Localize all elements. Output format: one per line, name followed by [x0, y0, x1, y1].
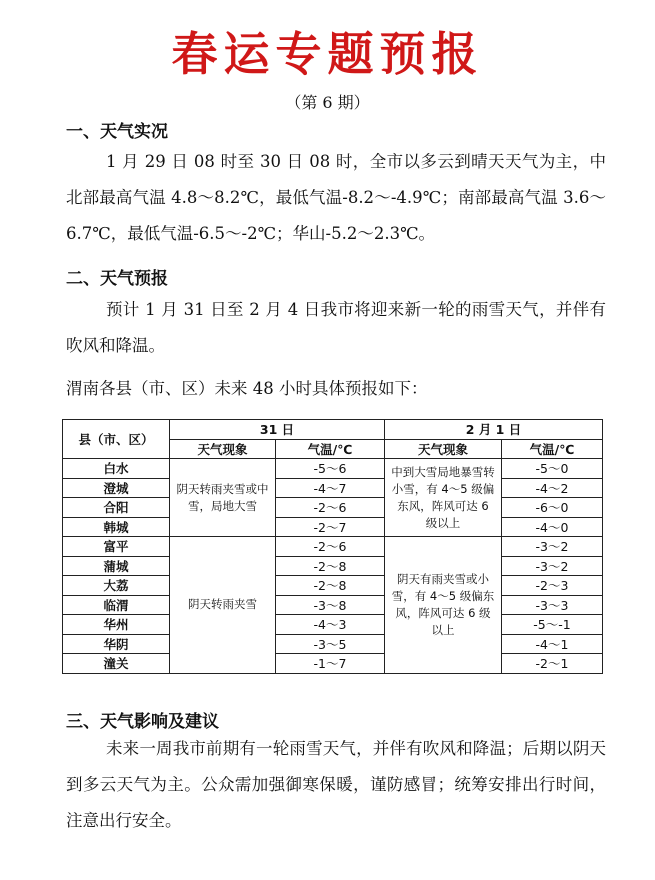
day1-temp-cell: -3～8 — [276, 595, 385, 615]
table-row — [63, 498, 603, 518]
day1-temp-cell: -2～6 — [276, 537, 385, 557]
day2-temp-cell: -5～0 — [502, 459, 603, 479]
day2-temp-cell: -6～0 — [502, 498, 603, 518]
day1-temp-cell: -4～7 — [276, 478, 385, 498]
day1-temp-cell: -2～7 — [276, 517, 385, 537]
county-cell: 大荔 — [63, 576, 170, 596]
day2-temp-cell: -3～3 — [502, 595, 603, 615]
day2-temp-cell: -3～2 — [502, 537, 603, 557]
table-row — [63, 576, 603, 596]
table-row — [63, 517, 603, 537]
day1-weather-cell: 阴天转雨夹雪或中雪，局地大雪 — [170, 459, 276, 537]
day2-temp-cell: -5～-1 — [502, 615, 603, 635]
day1-temp-cell: -5～6 — [276, 459, 385, 479]
day1-weather-header: 天气现象 — [170, 439, 276, 459]
day1-temp-cell: -2～6 — [276, 498, 385, 518]
day2-temp-cell: -4～0 — [502, 517, 603, 537]
day2-weather-cell: 中到大雪局地暴雪转小雪，有 4～5 级偏东风，阵风可达 6 级以上 — [385, 459, 502, 537]
county-cell: 临渭 — [63, 595, 170, 615]
day1-temp-cell: -1～7 — [276, 654, 385, 674]
day2-weather-header: 天气现象 — [385, 439, 502, 459]
table-row — [63, 634, 603, 654]
day1-weather-cell: 阴天转雨夹雪 — [170, 537, 276, 674]
county-cell: 合阳 — [63, 498, 170, 518]
section-heading-observation: 一、天气实况 — [66, 122, 168, 142]
county-cell: 潼关 — [63, 654, 170, 674]
county-cell: 富平 — [63, 537, 170, 557]
day1-temp-cell: -3～5 — [276, 634, 385, 654]
table-row — [63, 556, 603, 576]
county-cell: 白水 — [63, 459, 170, 479]
county-cell: 华阴 — [63, 634, 170, 654]
day1-temp-cell: -2～8 — [276, 556, 385, 576]
table-row — [63, 459, 603, 479]
day2-temp-cell: -2～3 — [502, 576, 603, 596]
day2-temp-cell: -2～1 — [502, 654, 603, 674]
county-cell: 澄城 — [63, 478, 170, 498]
table-row — [63, 654, 603, 674]
county-header: 县（市、区） — [63, 420, 170, 459]
day1-temp-header: 气温/℃ — [276, 439, 385, 459]
table-row — [63, 478, 603, 498]
table-row — [63, 615, 603, 635]
day2-weather-cell: 阴天有雨夹雪或小雪，有 4～5 级偏东风，阵风可达 6 级以上 — [385, 537, 502, 674]
table-row — [63, 595, 603, 615]
day1-temp-cell: -4～3 — [276, 615, 385, 635]
advice-text: 未来一周我市前期有一轮雨雪天气，并伴有吹风和降温；后期以阴天到多云天气为主。公众需加强御寒保暖，谨防感冒；统筹安排出行时间，注意出行安全。 — [66, 739, 606, 830]
day2-temp-cell: -3～2 — [502, 556, 603, 576]
county-cell: 韩城 — [63, 517, 170, 537]
day2-temp-header: 气温/℃ — [502, 439, 603, 459]
section-heading-forecast: 二、天气预报 — [66, 269, 168, 289]
table-row — [63, 537, 603, 557]
day1-header: 31 日 — [170, 420, 385, 440]
page-title: 春运专题预报 — [171, 27, 484, 81]
forecast-text: 预计 1 月 31 日至 2 月 4 日我市将迎来新一轮的雨雪天气，并伴有吹风和降温。 — [66, 300, 606, 355]
county-cell: 蒲城 — [63, 556, 170, 576]
forecast-table — [62, 419, 603, 674]
observation-text: 1 月 29 日 08 时至 30 日 08 时，全市以多云到晴天天气为主，中北部最高气温 4.8～8.2℃，最低气温-8.2～-4.9℃；南部最高气温 3.6～6.7℃，最低气温-6.5～-2℃；华山-5.2～2.3℃。 — [66, 152, 606, 243]
table-intro: 渭南各县（市、区）未来 48 小时具体预报如下： — [66, 379, 428, 398]
day2-temp-cell: -4～1 — [502, 634, 603, 654]
day1-temp-cell: -2～8 — [276, 576, 385, 596]
day2-header: 2 月 1 日 — [385, 420, 603, 440]
day2-temp-cell: -4～2 — [502, 478, 603, 498]
section-heading-advice: 三、天气影响及建议 — [66, 712, 219, 732]
issue-number: （第 6 期） — [285, 93, 370, 112]
county-cell: 华州 — [63, 615, 170, 635]
